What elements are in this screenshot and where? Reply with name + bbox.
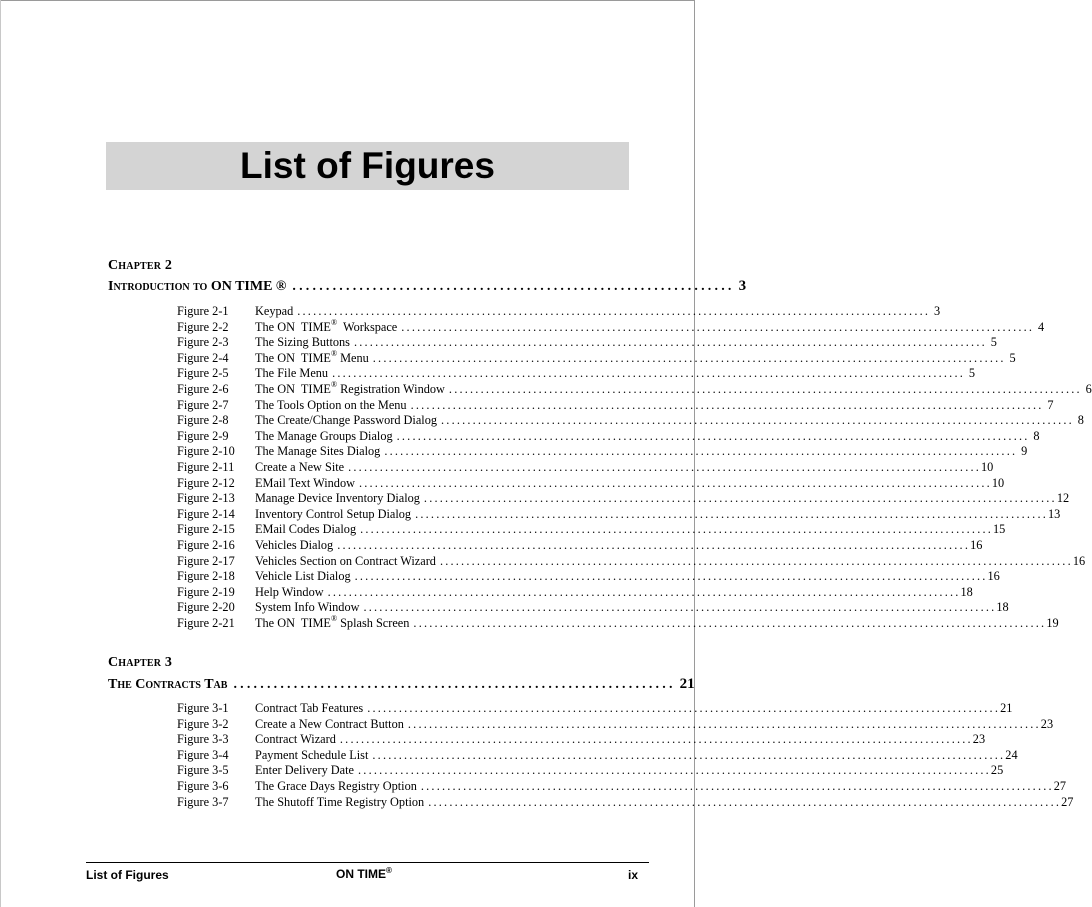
page-title: List of Figures [240, 145, 495, 186]
figure-number: Figure 2-3 [177, 335, 229, 350]
leader-dots: ........................................................................................................................ [332, 366, 965, 381]
figure-number: Figure 3-6 [177, 778, 229, 793]
figure-title [255, 366, 328, 382]
figure-title-text: Contract Wizard [255, 732, 336, 747]
figure-page: 10 [991, 475, 1005, 490]
figure-entry[interactable] [177, 366, 975, 382]
figure-entry[interactable] [177, 569, 1000, 585]
leader-dots: ........................................................................................................................ [353, 335, 987, 350]
figure-entry[interactable] [177, 537, 983, 554]
leader-dots: ........................................................................................................................ [337, 537, 971, 552]
figure-page: 27 [1053, 778, 1067, 793]
figure-page: 6 [1085, 381, 1092, 396]
figure-title-text: The Create/Change Password Dialog [255, 413, 438, 428]
figure-title-text: The Manage Groups Dialog [255, 428, 393, 443]
figure-entry[interactable] [177, 428, 1040, 445]
figure-page: 24 [1005, 747, 1018, 762]
figure-title-text: Create a New Contract Button [255, 716, 404, 731]
leader-dots: ........................................................................................................................ [428, 794, 1062, 809]
figure-number: Figure 3-5 [177, 763, 229, 778]
figure-title [255, 317, 398, 336]
figure-title-text: The Sizing Buttons [255, 335, 350, 350]
chapter-heading[interactable] [108, 676, 695, 694]
figure-title [255, 795, 424, 811]
figure-title-text: The Grace Days Registry Option [255, 778, 417, 793]
figure-title-text: Contract Tab Features [255, 701, 364, 715]
leader-dots: ........................................................................................................................ [423, 491, 1057, 506]
leader-dots: ........................................................................................................................ [410, 397, 1044, 412]
figure-number: Figure 3-4 [177, 747, 229, 762]
figure-number: Figure 3-1 [177, 701, 229, 715]
figure-number: Figure 2-12 [177, 475, 235, 490]
leader-dots: ........................................................................................................................ [401, 319, 1035, 334]
figure-title [255, 398, 407, 414]
figure-page: 7 [1047, 397, 1054, 412]
figure-entry[interactable] [177, 397, 1054, 414]
figure-number: Figure 2-21 [177, 615, 235, 630]
leader-dots: ........................................................................................................................ [448, 381, 1082, 396]
figure-page: 21 [1000, 701, 1013, 715]
figure-entry[interactable] [177, 553, 1086, 570]
figure-page: 12 [1056, 491, 1070, 506]
figure-title-suffix: Menu [337, 350, 369, 365]
figure-title-text: Vehicles Dialog [255, 537, 334, 552]
leader-dots: ........................................................................................................................ [327, 584, 961, 599]
figure-title [255, 522, 356, 538]
figure-title-text: Manage Device Inventory Dialog [255, 491, 420, 506]
footer-rule [86, 862, 649, 863]
figure-title-text: The ON TIME [255, 381, 331, 396]
figure-number: Figure 2-18 [177, 569, 235, 584]
figure-page: 18 [960, 584, 973, 599]
chapter-title: Introduction to ON TIME ® [108, 279, 287, 294]
figure-number: Figure 2-1 [177, 304, 229, 318]
figure-page: 13 [1048, 506, 1061, 521]
figure-title [255, 613, 410, 632]
figure-number: Figure 2-15 [177, 522, 235, 537]
figure-title-text: EMail Text Window [255, 475, 355, 490]
figure-title-text: Vehicles Section on Contract Wizard [255, 553, 436, 568]
chapter-label: Chapter 2 [108, 258, 173, 273]
figure-title-suffix: Workspace [337, 319, 398, 334]
figure-page: 3 [934, 304, 941, 318]
figure-entry[interactable] [177, 763, 1004, 779]
leader-dots: ........................................................................................................................ [439, 553, 1073, 568]
figure-title-text: Enter Delivery Date [255, 763, 355, 778]
figure-title [255, 379, 445, 398]
figure-entry[interactable] [177, 348, 1016, 367]
figure-number: Figure 2-19 [177, 584, 235, 599]
figure-title-suffix: Registration Window [337, 381, 445, 396]
page-border-left [0, 0, 1, 907]
figure-title [255, 429, 393, 445]
footer-product [336, 866, 392, 881]
figure-title [255, 600, 359, 616]
figure-title [255, 538, 333, 554]
figure-page: 23 [972, 732, 986, 747]
figure-title [255, 701, 363, 717]
figure-page: 15 [993, 522, 1006, 537]
leader-dots: ........................................................................................................................ [297, 304, 931, 318]
figure-page: 16 [1072, 553, 1086, 568]
figure-entry[interactable] [177, 794, 1074, 811]
leader-dots: ........................................................................................................................ [420, 778, 1054, 793]
figure-page: 25 [990, 763, 1004, 778]
figure-title [255, 763, 354, 779]
figure-number: Figure 2-16 [177, 537, 235, 552]
figure-title [255, 732, 336, 748]
figure-page: 27 [1061, 794, 1074, 809]
chapter-heading[interactable] [108, 278, 747, 296]
figure-list [177, 701, 1074, 810]
footer-registered-mark: ® [386, 866, 392, 875]
figure-number: Figure 2-10 [177, 444, 235, 459]
figure-title [255, 476, 355, 492]
figure-title-suffix: Splash Screen [337, 615, 410, 630]
leader-dots: ........................................................................................................................ [358, 475, 992, 490]
chapter-page: 3 [738, 278, 747, 294]
figure-title [255, 491, 420, 507]
figure-number: Figure 2-11 [177, 459, 235, 474]
leader-dots: ........................................................................................................................ [372, 350, 1006, 365]
figure-number: Figure 2-7 [177, 397, 229, 412]
figure-title [255, 460, 344, 476]
figure-title-text: The ON TIME [255, 350, 331, 365]
figure-number: Figure 2-14 [177, 506, 235, 521]
figure-page: 10 [981, 459, 994, 474]
leader-dots: ........................................................................................................................ [384, 444, 1018, 459]
leader-dots: .................................................................. [233, 677, 676, 692]
figure-entry[interactable] [177, 444, 1028, 460]
figure-number: Figure 3-7 [177, 794, 229, 809]
leader-dots: ........................................................................................................................ [367, 701, 1001, 715]
figure-number: Figure 2-13 [177, 491, 235, 506]
figure-title [255, 304, 293, 320]
figure-entry[interactable] [177, 317, 1045, 336]
figure-title-text: Vehicle List Dialog [255, 569, 351, 584]
figure-entry[interactable] [177, 732, 986, 748]
leader-dots: ........................................................................................................................ [358, 763, 991, 778]
figure-entry[interactable] [177, 459, 994, 476]
title-banner [106, 142, 629, 190]
figure-entry[interactable] [177, 701, 1013, 717]
figure-page: 5 [990, 335, 997, 350]
figure-page: 18 [996, 600, 1009, 615]
figure-entry[interactable] [177, 491, 1070, 507]
figure-number: Figure 2-20 [177, 600, 235, 615]
figure-number: Figure 2-6 [177, 381, 229, 396]
figure-list [177, 304, 1092, 631]
figure-title-text: Create a New Site [255, 459, 345, 474]
figure-number: Figure 3-2 [177, 716, 229, 731]
figure-title [255, 748, 368, 764]
figure-title-text: System Info Window [255, 600, 360, 615]
figure-page: 16 [987, 569, 1000, 584]
figure-title-text: Help Window [255, 584, 324, 599]
figure-page: 19 [1046, 615, 1059, 630]
leader-dots: ........................................................................................................................ [339, 732, 973, 747]
figure-page: 23 [1040, 716, 1054, 731]
chapter-title: The Contracts Tab [108, 677, 228, 692]
registered-mark: ® [330, 317, 338, 327]
figure-page: 5 [968, 366, 975, 381]
figure-title [255, 413, 437, 429]
figure-title [255, 348, 369, 367]
figure-page: 4 [1038, 319, 1045, 334]
figure-number: Figure 2-4 [177, 350, 229, 365]
figure-title-text: Payment Schedule List [255, 747, 369, 762]
figure-number: Figure 2-8 [177, 413, 229, 428]
figure-title [255, 444, 380, 460]
figure-title-text: Inventory Control Setup Dialog [255, 506, 412, 521]
figure-page: 8 [1033, 428, 1040, 443]
figure-entry[interactable] [177, 335, 997, 351]
figure-number: Figure 2-2 [177, 319, 229, 334]
leader-dots: ........................................................................................................................ [415, 506, 1048, 521]
figure-entry[interactable] [177, 778, 1067, 795]
figure-page: 16 [970, 537, 983, 552]
registered-mark: ® [330, 348, 338, 358]
figure-title-text: Keypad [255, 304, 294, 318]
figure-entry[interactable] [177, 475, 1005, 492]
leader-dots: ........................................................................................................................ [407, 716, 1041, 731]
figure-number: Figure 2-17 [177, 553, 235, 568]
leader-dots: ........................................................................................................................ [441, 413, 1074, 428]
figure-entry[interactable] [177, 747, 1018, 764]
figure-entry[interactable] [177, 304, 941, 320]
figure-title [255, 507, 411, 523]
leader-dots: ........................................................................................................................ [372, 747, 1006, 762]
chapter-page: 21 [679, 676, 695, 692]
leader-dots: ........................................................................................................................ [360, 522, 994, 537]
leader-dots: ........................................................................................................................ [354, 569, 988, 584]
figure-title [255, 569, 351, 585]
figure-title-text: The Manage Sites Dialog [255, 444, 381, 459]
figure-entry[interactable] [177, 600, 1009, 616]
figure-title [255, 779, 417, 795]
figure-title-text: The Shutoff Time Registry Option [255, 794, 425, 809]
registered-mark: ® [330, 379, 338, 389]
figure-title [255, 585, 324, 601]
figure-number: Figure 2-5 [177, 366, 229, 381]
figure-number: Figure 2-9 [177, 428, 229, 443]
leader-dots: .................................................................. [292, 279, 735, 294]
figure-title-text: The File Menu [255, 366, 329, 381]
figure-title-text: The ON TIME [255, 615, 331, 630]
figure-title [255, 717, 404, 733]
chapter-label: Chapter 3 [108, 655, 173, 670]
figure-entry[interactable] [177, 506, 1061, 523]
figure-page: 9 [1021, 444, 1028, 459]
figure-entry[interactable] [177, 522, 1006, 538]
page-border-top [0, 0, 694, 1]
footer-product-name: ON TIME [336, 867, 386, 881]
figure-entry[interactable] [177, 413, 1084, 429]
footer-title: List of Figures [86, 868, 169, 882]
figure-entry[interactable] [177, 613, 1059, 632]
figure-title-text: EMail Codes Dialog [255, 522, 357, 537]
figure-entry[interactable] [177, 716, 1054, 733]
leader-dots: ........................................................................................................................ [348, 459, 982, 474]
figure-number: Figure 3-3 [177, 732, 229, 747]
figure-entry[interactable] [177, 379, 1092, 398]
leader-dots: ........................................................................................................................ [413, 615, 1047, 630]
registered-mark: ® [330, 613, 338, 623]
figure-entry[interactable] [177, 584, 973, 601]
footer-page-number: ix [628, 868, 639, 882]
figure-title [255, 554, 436, 570]
figure-page: 8 [1077, 413, 1084, 428]
leader-dots: ........................................................................................................................ [363, 600, 997, 615]
leader-dots: ........................................................................................................................ [396, 428, 1030, 443]
figure-page: 5 [1009, 350, 1016, 365]
figure-title-text: The Tools Option on the Menu [255, 397, 407, 412]
figure-title-text: The ON TIME [255, 319, 331, 334]
